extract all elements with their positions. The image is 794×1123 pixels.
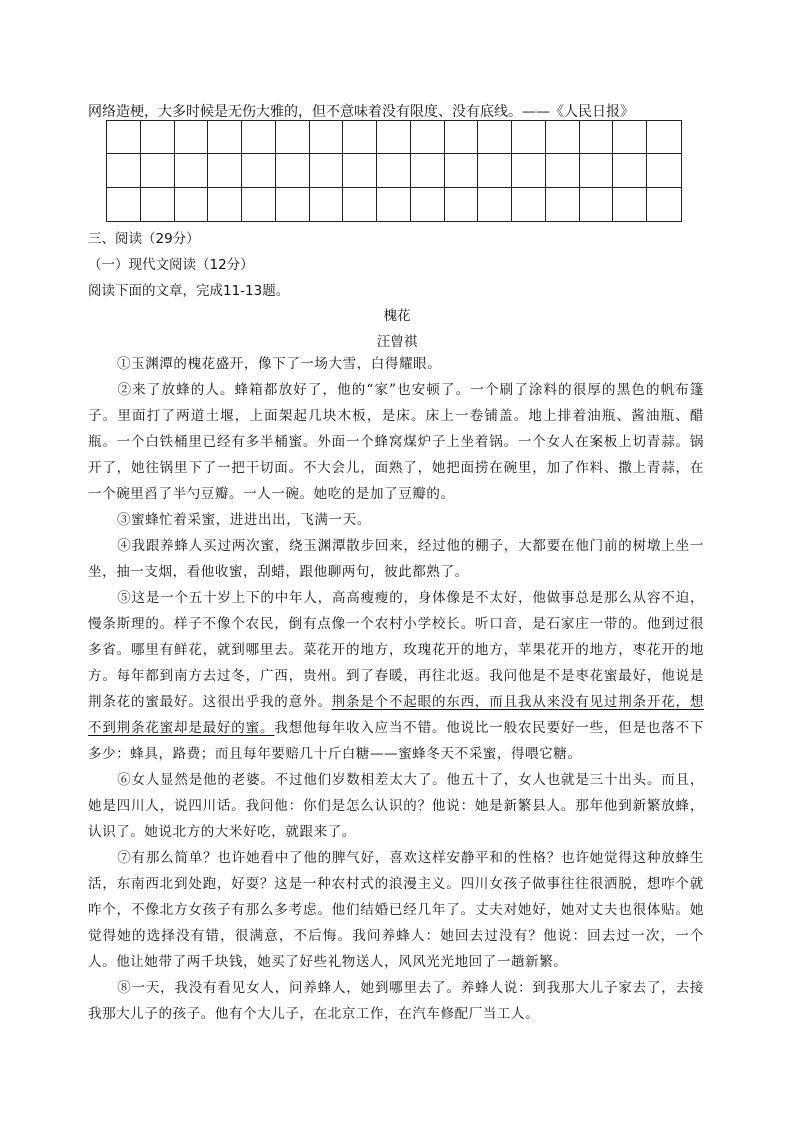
grid-cell[interactable] <box>580 188 614 221</box>
grid-cell[interactable] <box>107 121 141 154</box>
grid-cell[interactable] <box>242 154 276 187</box>
grid-cell[interactable] <box>411 154 445 187</box>
paragraph-6 <box>88 767 704 845</box>
grid-cell[interactable] <box>613 121 647 154</box>
grid-cell[interactable] <box>208 188 242 221</box>
paragraph-3-text: ③蜜蜂忙着采蜜，进进出出，飞满一天。 <box>117 512 371 528</box>
grid-cell[interactable] <box>276 154 310 187</box>
sub-heading: （一）现代文阅读（12分） <box>88 257 254 273</box>
grid-cell[interactable] <box>175 121 209 154</box>
grid-cell[interactable] <box>512 188 546 221</box>
grid-cell[interactable] <box>546 188 580 221</box>
grid-cell[interactable] <box>546 121 580 154</box>
grid-cell[interactable] <box>310 188 344 221</box>
grid-cell[interactable] <box>276 121 310 154</box>
grid-cell[interactable] <box>647 154 681 187</box>
grid-cell[interactable] <box>647 188 681 221</box>
grid-cell[interactable] <box>613 154 647 187</box>
paragraph-5-underlined: 荆条是个不起眼的东西，而且我从来没有见过荆条开花，想不到荆条花蜜却是最好的蜜。 <box>88 694 704 736</box>
grid-cell[interactable] <box>546 154 580 187</box>
grid-cell[interactable] <box>445 188 479 221</box>
paragraph-5-text-a: ⑤这是一个五十岁上下的中年人，高高瘦瘦的，身体像是不太好，他做事总是那么从容不迫，慢条斯理的。样子不像个农民，倒有点像一个农村小学校长。听口音，是石家庄一带的。他到过很多省。哪里有鲜花，就到哪里去。菜花开的地方，玫瑰花开的地方，苹果花开的地方，枣花开的地方。每年都到南方去过冬，广西，贵州。到了春暖，再往北返。我问他是不是枣花蜜最好，他说是荆条花的蜜最好。这很出乎我的意外。 <box>88 590 704 710</box>
grid-cell[interactable] <box>107 154 141 187</box>
grid-cell[interactable] <box>445 154 479 187</box>
writing-grid[interactable] <box>106 120 682 222</box>
grid-cell[interactable] <box>141 121 175 154</box>
grid-cell[interactable] <box>107 188 141 221</box>
paragraph-7 <box>88 845 704 975</box>
grid-cell[interactable] <box>377 121 411 154</box>
article-author: 汪曾祺 <box>376 334 418 350</box>
grid-cell[interactable] <box>343 154 377 187</box>
grid-cell[interactable] <box>512 154 546 187</box>
grid-cell[interactable] <box>445 121 479 154</box>
paragraph-5 <box>88 585 704 767</box>
grid-cell[interactable] <box>276 188 310 221</box>
paragraph-4-text: ④我跟养蜂人买过两次蜜，绕玉渊潭散步回来，经过他的棚子，大都要在他门前的树墩上坐一坐，抽一支烟，看他收蜜，刮蜡，跟他聊两句，彼此都熟了。 <box>88 538 704 580</box>
grid-cell[interactable] <box>377 188 411 221</box>
grid-cell[interactable] <box>310 154 344 187</box>
grid-cell[interactable] <box>478 121 512 154</box>
paragraph-8-text: ⑧一天，我没有看见女人，问养蜂人，她到哪里去了。养蜂人说：到我那大儿子家去了，去接我那大儿子的孩子。他有个大儿子，在北京工作，在汽车修配厂当工人。 <box>88 980 704 1022</box>
grid-cell[interactable] <box>208 154 242 187</box>
grid-cell[interactable] <box>242 121 276 154</box>
grid-cell[interactable] <box>411 121 445 154</box>
grid-cell[interactable] <box>580 121 614 154</box>
grid-cell[interactable] <box>343 121 377 154</box>
grid-cell[interactable] <box>478 188 512 221</box>
grid-cell[interactable] <box>377 154 411 187</box>
grid-cell[interactable] <box>141 154 175 187</box>
paragraph-7-text: ⑦有那么简单？也许她看中了他的脾气好，喜欢这样安静平和的性格？也许她觉得这种放蜂生活，东南西北到处跑，好耍？这是一种农村式的浪漫主义。四川女孩子做事往往很洒脱，想咋个就咋个，不像北方女孩子有那么多考虑。他们结婚已经几年了。丈夫对她好，她对丈夫也很体贴。她觉得她的选择没有错，很满意，不后悔。我问养蜂人：她回去过没有？他说：回去过一次，一个人。他让她带了两千块钱，她买了好些礼物送人，风风光光地回了一趟新繁。 <box>88 850 704 970</box>
paragraph-5-text-b: 我想他每年收入应当不错。他说比一般农民要好一些，但是也落不下多少：蜂具，路费；而且每年要赔几十斤白糖——蜜蜂冬天不采蜜，得喂它糖。 <box>88 720 705 762</box>
paragraph-1-text: ①玉渊潭的槐花盛开，像下了一场大雪，白得耀眼。 <box>117 356 442 372</box>
grid-cell[interactable] <box>175 154 209 187</box>
article-title: 槐花 <box>383 308 411 324</box>
grid-cell[interactable] <box>175 188 209 221</box>
paragraph-6-text: ⑥女人显然是他的老婆。不过他们岁数相差太大了。他五十了，女人也就是三十出头。而且，她是四川人，说四川话。我问他：你们是怎么认识的？他说：她是新繁县人。那年他到新繁放蜂，认识了。她说北方的大米好吃，就跟来了。 <box>88 772 704 840</box>
grid-cell[interactable] <box>343 188 377 221</box>
grid-cell[interactable] <box>580 154 614 187</box>
grid-cell[interactable] <box>411 188 445 221</box>
paragraph-2-text: ②来了放蜂的人。蜂箱都放好了，他的“家”也安顿了。一个刷了涂料的很厚的黑色的帆布篷子。里面打了两道土堰，上面架起几块木板，是床。床上一卷铺盖。地上排着油瓶、酱油瓶、醋瓶。一个白铁桶里已经有多半桶蜜。外面一个蜂窝煤炉子上坐着锅。一个女人在案板上切青蒜。锅开了，她往锅里下了一把干切面。不大会儿，面熟了，她把面捞在碗里，加了作料、撒上青蒜，在一个碗里舀了半勺豆瓣。一人一碗。她吃的是加了豆瓣的。 <box>88 382 704 502</box>
paragraph-3 <box>88 507 704 533</box>
grid-cell[interactable] <box>141 188 175 221</box>
grid-cell[interactable] <box>310 121 344 154</box>
grid-cell[interactable] <box>242 188 276 221</box>
instruction: 阅读下面的文章，完成11-13题。 <box>88 283 290 299</box>
grid-cell[interactable] <box>208 121 242 154</box>
grid-cell[interactable] <box>647 121 681 154</box>
paragraph-8 <box>88 975 704 1027</box>
grid-cell[interactable] <box>478 154 512 187</box>
paragraph-4 <box>88 533 704 585</box>
grid-cell[interactable] <box>613 188 647 221</box>
section-heading: 三、阅读（29分） <box>88 231 200 247</box>
paragraph-2 <box>88 377 704 507</box>
paragraph-1 <box>88 351 704 377</box>
grid-cell[interactable] <box>512 121 546 154</box>
intro-quote: 网络造梗，大多时候是无伤大雅的，但不意味着没有限度、没有底线。——《人民日报》 <box>88 104 634 120</box>
